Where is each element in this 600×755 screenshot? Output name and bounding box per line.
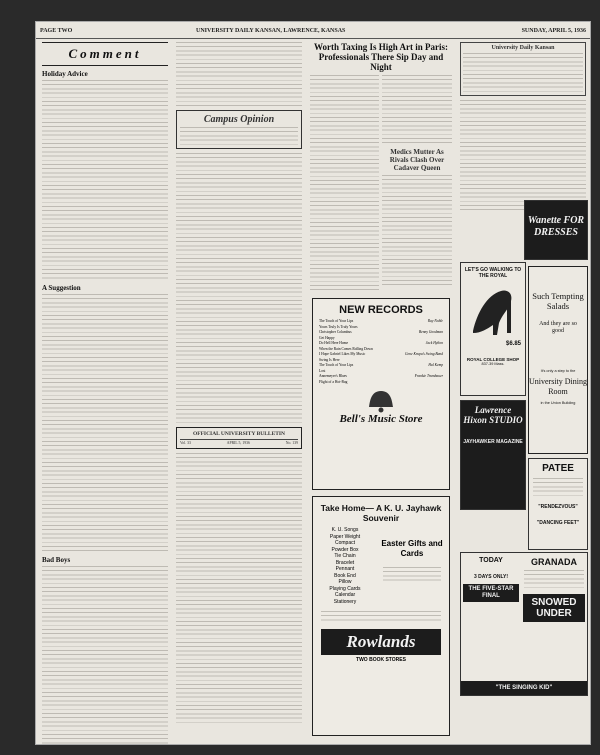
rowlands-logo: Rowlands xyxy=(346,632,416,651)
list-item: The Touch of Your Lips Ray Noble xyxy=(319,319,443,323)
campus-column xyxy=(176,42,302,725)
editorial-bad-boys: Bad Boys xyxy=(42,556,71,564)
list-item: Tie Chain xyxy=(334,553,356,559)
dining-room-ad xyxy=(528,266,588,454)
bells-music-store: Bell's Music Store xyxy=(339,413,423,425)
editorial-text xyxy=(42,294,168,552)
singing-kid: "THE SINGING KID" xyxy=(461,681,587,695)
list-item: Lost xyxy=(319,368,326,373)
campus-opinion-note xyxy=(180,127,298,145)
ads-column xyxy=(460,42,586,212)
list-item: Paper Weight xyxy=(329,533,361,540)
udk-staff-list xyxy=(463,53,583,93)
list-item: K. U. Songs xyxy=(331,527,359,533)
granada-name: GRANADA xyxy=(531,557,577,567)
udk-info-box xyxy=(460,42,586,96)
easter-gifts: Easter Gifts and Cards xyxy=(381,539,443,558)
list-item: Pillow xyxy=(338,579,352,585)
bell-icon xyxy=(361,389,401,413)
records-title: NEW RECORDS xyxy=(339,304,423,316)
dresses-ad xyxy=(524,200,588,260)
paper-name: UNIVERSITY DAILY KANSAN, LAWRENCE, KANSAS xyxy=(196,28,346,34)
jayhawker-text: JAYHAWKER MAGAZINE xyxy=(463,439,523,445)
article-text xyxy=(382,75,452,145)
article-text xyxy=(382,175,452,287)
list-item: Bracelet xyxy=(335,559,355,566)
patee-details xyxy=(533,478,583,498)
masthead xyxy=(36,26,590,39)
today-label: TODAY xyxy=(479,557,503,564)
list-item: Do Hell Here Home Jack Hylton xyxy=(319,341,443,345)
article-text xyxy=(310,75,379,293)
editorial-holiday-advice: Holiday Advice xyxy=(42,70,88,78)
list-item: Stationery xyxy=(333,598,357,605)
list-item: I Hope Gabriel Likes My Music Gene Krupa's Swing Band xyxy=(319,352,443,356)
snowed-under: SNOWED UNDER xyxy=(523,594,585,622)
granada-theater-ad xyxy=(460,552,588,696)
royal-address: 837-39 Mass. xyxy=(481,362,505,366)
campus-opinion-box xyxy=(176,110,302,149)
three-days: 3 DAYS ONLY! xyxy=(473,574,509,580)
headline-medics: Medics Mutter As Rivals Clash Over Cadaver Queen xyxy=(389,148,445,172)
shoe-icon xyxy=(467,283,519,341)
comment-column xyxy=(42,42,168,744)
bulletin-volume: Vol. 33 xyxy=(180,441,191,445)
editorial-suggestion: A Suggestion xyxy=(42,284,81,292)
souvenir-items xyxy=(313,527,377,605)
souvenir-title: Take Home— A K. U. Jayhawk Souvenir xyxy=(320,503,442,523)
comment-banner xyxy=(42,42,168,66)
comment-title: Comment xyxy=(68,46,142,61)
article-text xyxy=(176,42,302,106)
editorial-text xyxy=(42,80,168,280)
five-star-final: THE FIVE-STAR FINAL xyxy=(463,584,519,602)
salads-sub: And they are so good xyxy=(539,321,577,334)
letters-text xyxy=(176,153,302,423)
headline-paris: Worth Taxing Is High Art in Paris: Professionals There Sip Day and Night xyxy=(313,42,449,72)
easter-note xyxy=(383,567,441,583)
bulletin-title: OFFICIAL UNIVERSITY BULLETIN xyxy=(192,431,286,437)
issue-date: SUNDAY, APRIL 5, 1936 xyxy=(521,28,586,34)
article-text xyxy=(460,100,586,212)
list-item: Book End xyxy=(334,572,356,579)
patee-show: "RENDEZVOUS" xyxy=(538,504,578,510)
editorial-text xyxy=(42,566,168,744)
shoe-price: $6.85 xyxy=(505,341,521,347)
bulletin-number: No. 139 xyxy=(285,441,298,445)
lawrence-studio-name: Lawrence Hixon STUDIO xyxy=(463,405,523,425)
newspaper-page xyxy=(36,22,590,744)
granada-details xyxy=(524,570,584,590)
campus-opinion-title: Campus Opinion xyxy=(203,114,275,125)
list-item: Swing Is Here xyxy=(319,357,340,362)
list-item: Calendar xyxy=(334,592,356,598)
list-item: Christopher Columbus Benny Goodman xyxy=(319,330,443,334)
page-number: PAGE TWO xyxy=(40,28,73,34)
patee-theater-ad xyxy=(528,458,588,550)
dining-sub: in the Union Building xyxy=(540,401,576,405)
list-item: Yours Truly Is Truly Yours xyxy=(319,324,358,329)
list-item: Pennant xyxy=(335,566,355,572)
list-item: Get Happy xyxy=(319,335,335,340)
souvenir-ad xyxy=(312,496,450,736)
royal-college-shop: ROYAL COLLEGE SHOP xyxy=(466,357,520,362)
royal-walking-text: LET'S GO WALKING TO THE ROYAL xyxy=(464,267,522,279)
new-records-ad xyxy=(312,298,450,490)
royal-shoe-ad xyxy=(460,262,526,396)
list-item: When the Rain Comes Rolling Down xyxy=(319,346,373,351)
patee-name: PATEE xyxy=(542,463,574,474)
list-item: The Touch of Your Lips Hal Kemp xyxy=(319,363,443,367)
dining-room-name: University Dining Room xyxy=(529,377,587,396)
patee-dancing: "DANCING FEET" xyxy=(536,520,580,526)
list-item: Powder Box xyxy=(331,546,359,553)
list-item: Annemeyer's Blues Frankie Trumbauer xyxy=(319,374,443,378)
list-item: Flight of a Hot-Bug xyxy=(319,379,348,384)
rowlands-sub: TWO BOOK STORES xyxy=(356,657,406,663)
official-bulletin-box xyxy=(176,427,302,449)
udk-title: University Daily Kansan xyxy=(491,45,555,51)
list-item: Playing Cards xyxy=(329,585,361,592)
bulletin-notices-text xyxy=(176,453,302,725)
souvenir-note xyxy=(321,611,441,623)
dining-pre: It's only a step to the xyxy=(540,369,576,373)
bulletin-date: APRIL 5, 1936 xyxy=(226,441,250,445)
records-list xyxy=(313,319,449,385)
news-column xyxy=(310,42,452,293)
dresses-text: Wanette FOR DRESSES xyxy=(527,215,585,238)
salads-text: Such Tempting Salads xyxy=(532,291,584,311)
rowlands-banner xyxy=(321,629,441,655)
lawrence-studio-ad xyxy=(460,400,526,510)
list-item: Compact xyxy=(334,540,355,546)
